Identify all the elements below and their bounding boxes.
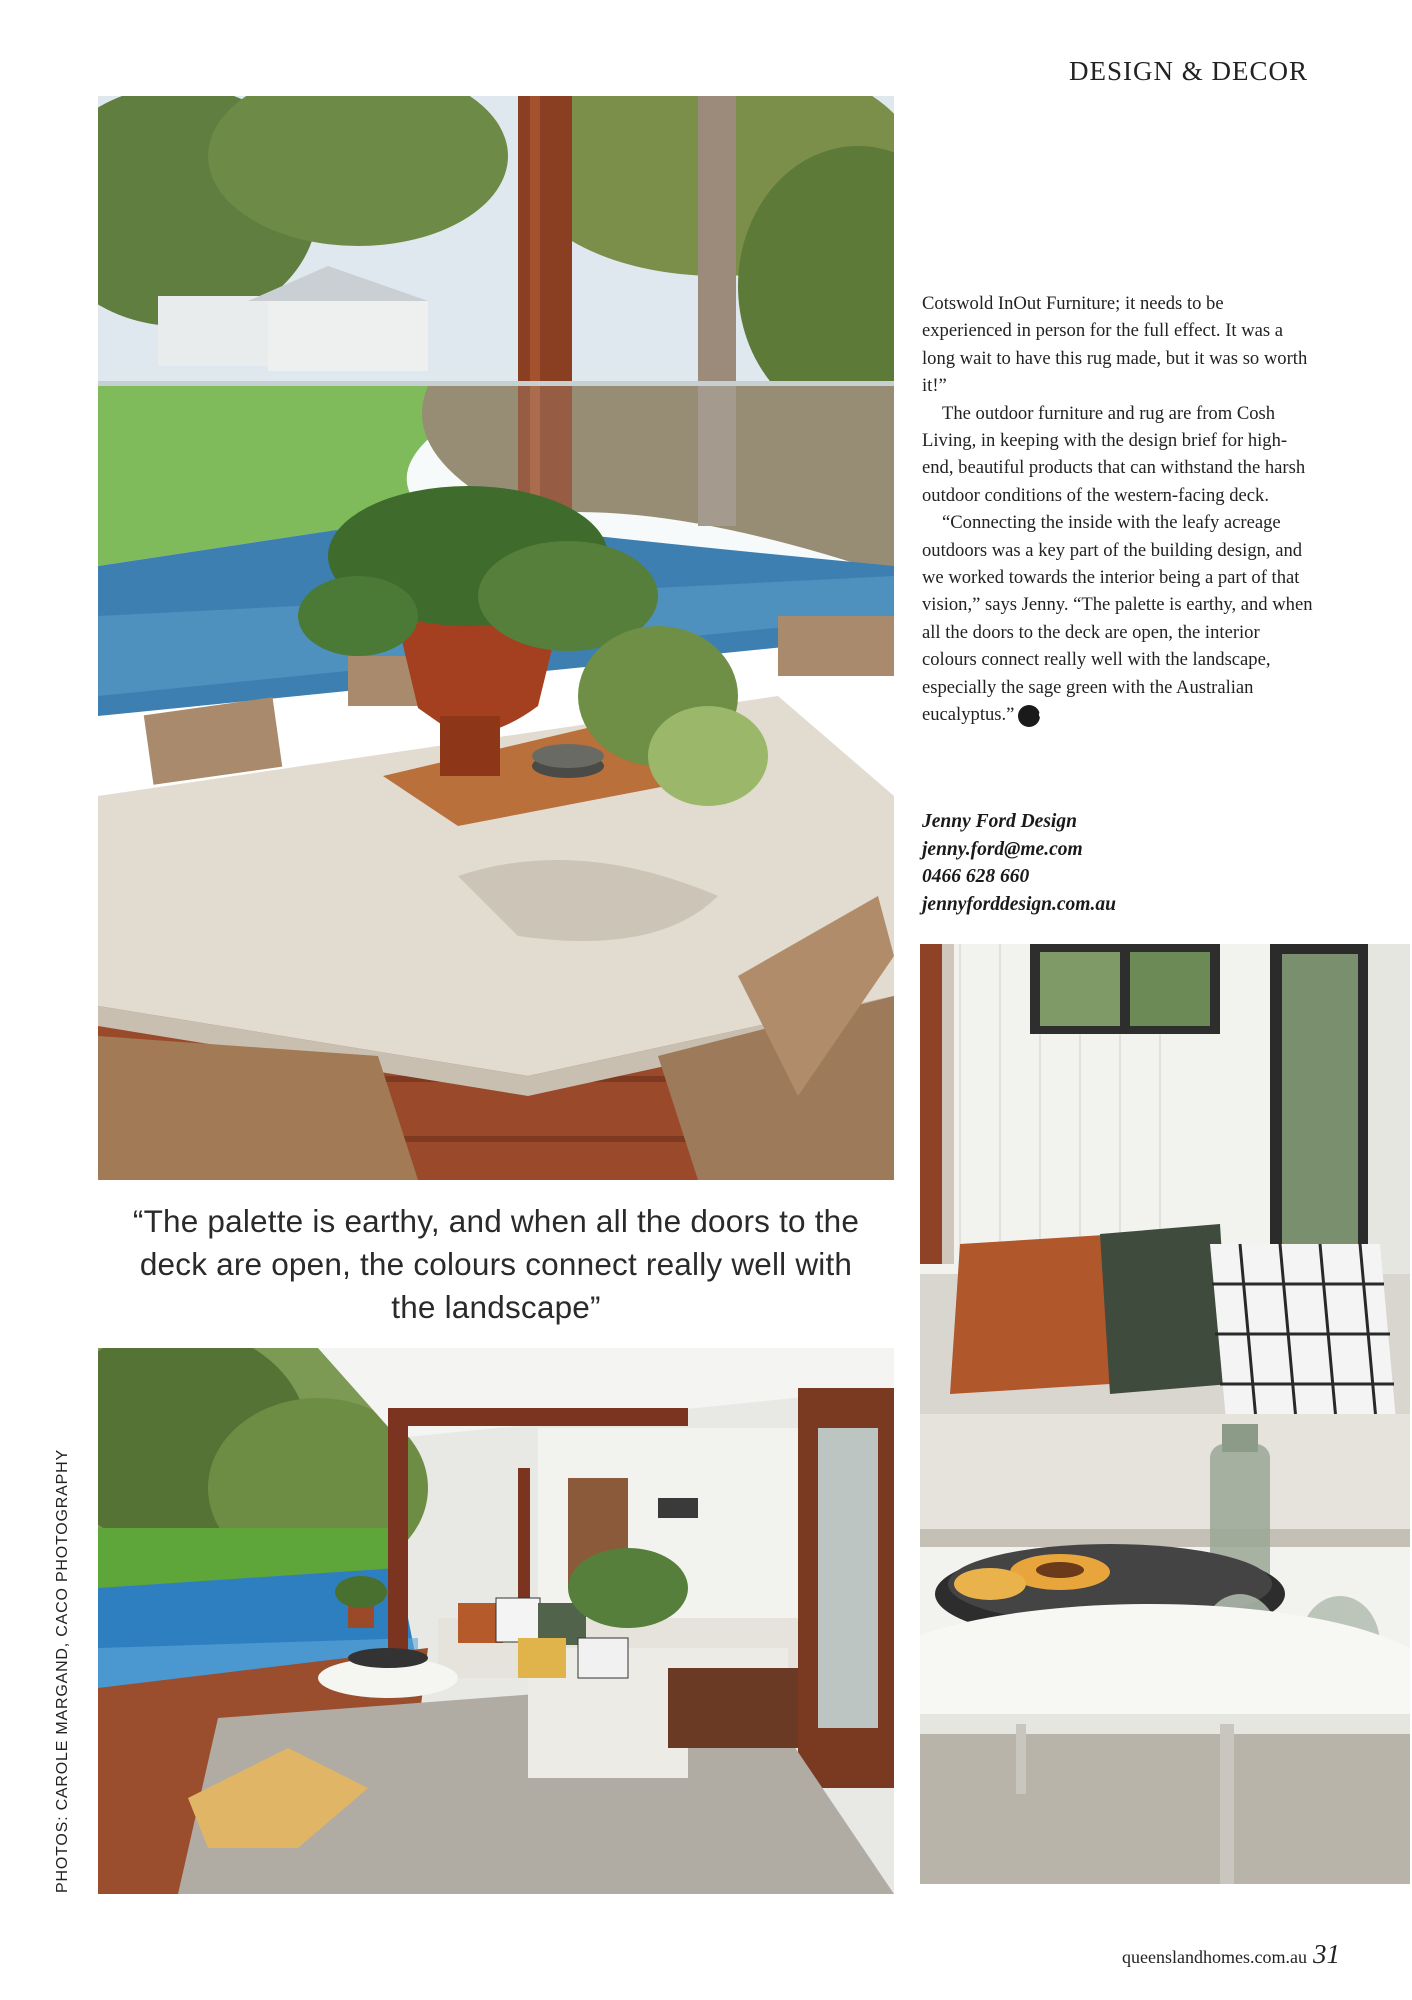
paragraph-1: Cotswold InOut Furniture; it needs to be experienced in person for the full effect. It was a long wait to have this rug made, but it was so worth it!” [922, 293, 1308, 397]
contact-website[interactable]: jennyforddesign.com.au [922, 893, 1116, 915]
article-body [922, 290, 1314, 729]
photo-credit: PHOTOS: CAROLE MARGAND, CACO PHOTOGRAPHY [54, 1449, 71, 1893]
paragraph-2: The outdoor furniture and rug are from Cosh Living, in keeping with the design brief for high-end, beautiful products that can withstand the harsh outdoor conditions of the western-facing deck. [922, 402, 1306, 506]
contact-phone: 0466 628 660 [922, 866, 1030, 887]
section-title: DESIGN & DECOR [1068, 56, 1308, 86]
contact-name: Jenny Ford Design [922, 811, 1077, 832]
footer-site-url[interactable]: queenslandhomes.com.au [1122, 1947, 1307, 1967]
paragraph-3-text: “Connecting the inside with the leafy acreage outdoors was a key part of the building design, and we worked towards the interior being a part of that vision,” says Jenny. “The palette is earthy, and when all the doors to the deck are open, the interior colours connect really well with the landscape, especially the sage green with the Australian eucalyptus.” [922, 512, 1313, 726]
page-footer [1122, 1939, 1340, 1970]
photo-sofa-closeup [920, 944, 1410, 1884]
paragraph-3 [922, 509, 1314, 728]
photo-deck-lounge [98, 1348, 894, 1894]
contact-email[interactable]: jenny.ford@me.com [922, 838, 1083, 860]
page-number: 31 [1313, 1939, 1340, 1969]
photo-deck-dining [98, 96, 894, 1180]
pull-quote: “The palette is earthy, and when all the doors to the deck are open, the colours connect really well with the landscape” [132, 1203, 860, 1325]
qh-end-mark-icon: QH [1018, 705, 1040, 727]
contact-details [922, 808, 1312, 918]
